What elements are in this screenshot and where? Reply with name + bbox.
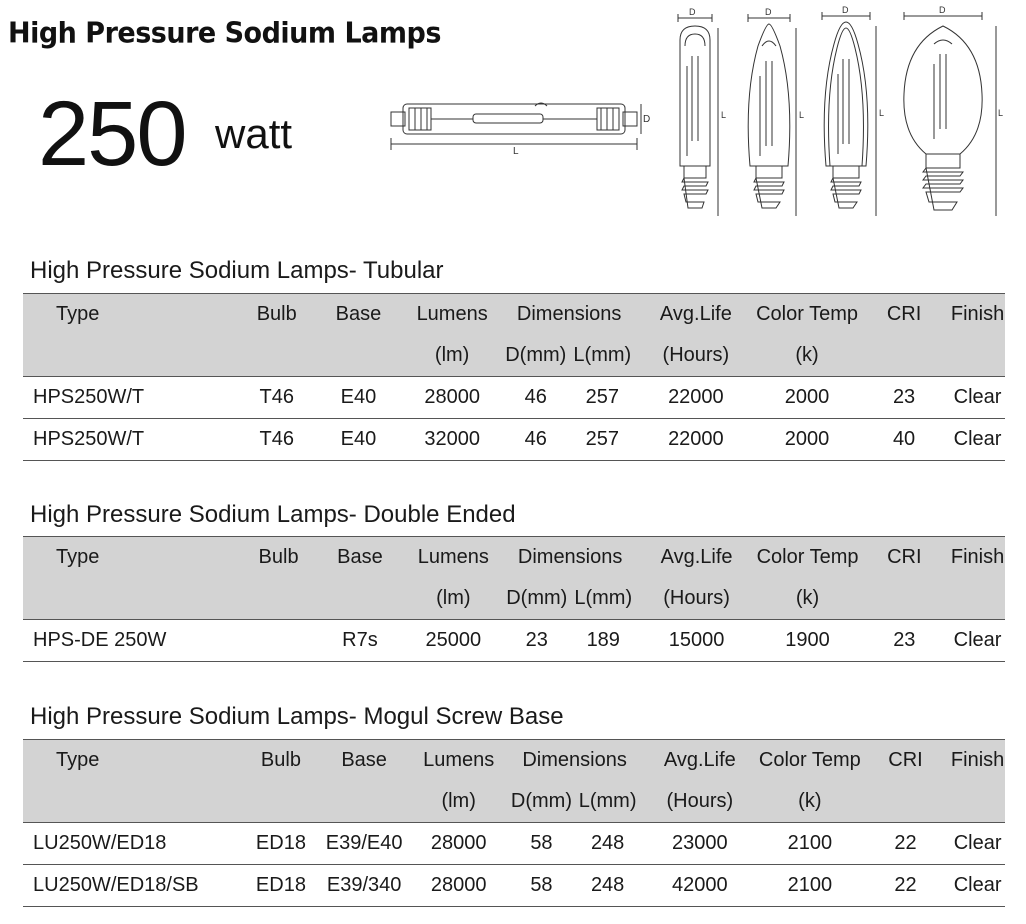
unit-lumens: (lm) xyxy=(403,578,504,620)
cell-color-temp: 2000 xyxy=(784,428,830,450)
cell-finish: Clear xyxy=(953,386,1002,408)
cell-bulb xyxy=(240,620,317,662)
wattage-unit: watt xyxy=(215,110,293,157)
table-unit-row xyxy=(23,781,1005,823)
column-header-base: Base xyxy=(319,740,409,782)
cell-bulb: ED18 xyxy=(255,832,306,854)
dimension-label-d: D xyxy=(842,5,849,15)
dimension-label-d: D xyxy=(643,114,651,125)
column-header-color-temp: Color Temp xyxy=(756,294,858,336)
table-unit-row xyxy=(23,335,1005,377)
ovoid-lamp-diagram xyxy=(740,6,808,218)
table-row xyxy=(23,419,1005,461)
wattage-value: 250 xyxy=(38,83,186,185)
column-header-lumens: Lumens xyxy=(409,740,509,782)
dimension-label-l: L xyxy=(879,108,885,118)
table-header-row xyxy=(23,740,1005,782)
cell-diameter: 58 xyxy=(530,832,553,854)
table-row xyxy=(23,377,1005,419)
spec-table-double-ended xyxy=(23,536,1005,662)
cell-bulb: ED18 xyxy=(255,874,306,896)
table-row xyxy=(23,620,1005,662)
unit-color-temp: (k) xyxy=(756,335,858,377)
table-header-row xyxy=(23,294,1005,336)
cell-color-temp: 2100 xyxy=(787,874,833,896)
section-title-tubular: High Pressure Sodium Lamps- Tubular xyxy=(30,257,444,284)
mogul-ed-lamp-diagram xyxy=(896,4,1008,218)
unit-diameter: D(mm) xyxy=(504,578,570,620)
cell-life: 22000 xyxy=(668,428,724,450)
dimension-label-l: L xyxy=(513,146,519,157)
dimension-label-l: L xyxy=(721,110,727,120)
column-header-type: Type xyxy=(23,740,243,782)
cell-cri: 22 xyxy=(894,874,917,896)
table-row xyxy=(23,823,1005,865)
column-header-base: Base xyxy=(317,537,403,579)
cell-length: 248 xyxy=(590,832,625,854)
cell-lumens: 32000 xyxy=(424,428,480,450)
spec-table-mogul-screw-base xyxy=(23,739,1005,907)
column-header-life: Avg.Life xyxy=(636,294,756,336)
cell-color-temp: 1900 xyxy=(785,629,830,651)
cell-life: 23000 xyxy=(672,832,728,854)
cell-base: E40 xyxy=(340,386,377,408)
unit-length: L(mm) xyxy=(570,578,637,620)
cell-type: HPS-DE 250W xyxy=(33,629,167,651)
cell-life: 42000 xyxy=(672,874,728,896)
unit-diameter: D(mm) xyxy=(508,781,574,823)
column-header-finish: Finish xyxy=(950,740,1005,782)
column-header-dimensions: Dimensions xyxy=(508,740,640,782)
tubular-lamp-diagram xyxy=(668,6,732,218)
column-header-color-temp: Color Temp xyxy=(757,537,859,579)
cell-length: 248 xyxy=(590,874,625,896)
column-header-bulb: Bulb xyxy=(243,740,320,782)
cell-type: LU250W/ED18 xyxy=(33,832,167,854)
cell-lumens: 28000 xyxy=(430,832,487,854)
dimension-label-l: L xyxy=(799,110,805,120)
column-header-type: Type xyxy=(23,294,238,336)
column-header-life: Avg.Life xyxy=(641,740,759,782)
column-header-life: Avg.Life xyxy=(637,537,757,579)
page-title: High Pressure Sodium Lamps xyxy=(8,17,441,50)
section-title-mogul-screw-base: High Pressure Sodium Lamps- Mogul Screw Base xyxy=(30,703,564,730)
dimension-label-d: D xyxy=(689,7,696,17)
cell-color-temp: 2100 xyxy=(787,832,833,854)
unit-color-temp: (k) xyxy=(757,578,859,620)
cell-lumens: 25000 xyxy=(425,629,482,651)
spec-table-tubular xyxy=(23,293,1005,461)
column-header-cri: CRI xyxy=(858,537,950,579)
column-header-lumens: Lumens xyxy=(402,294,503,336)
cell-base: E39/340 xyxy=(326,874,402,896)
column-header-cri: CRI xyxy=(861,740,950,782)
cell-type: HPS250W/T xyxy=(33,386,145,408)
cell-diameter: 58 xyxy=(530,874,553,896)
column-header-base: Base xyxy=(315,294,401,336)
cell-finish: Clear xyxy=(953,874,1002,896)
cell-lumens: 28000 xyxy=(424,386,480,408)
double-ended-lamp-diagram xyxy=(385,92,655,162)
cell-length: 189 xyxy=(586,629,620,651)
column-header-dimensions: Dimensions xyxy=(503,294,636,336)
unit-length: L(mm) xyxy=(574,781,640,823)
cell-life: 15000 xyxy=(668,629,725,651)
section-title-double-ended: High Pressure Sodium Lamps- Double Ended xyxy=(30,501,516,528)
cell-cri: 22 xyxy=(894,832,917,854)
table-row xyxy=(23,865,1005,907)
dimension-label-d: D xyxy=(939,5,946,15)
cell-type: LU250W/ED18/SB xyxy=(33,874,199,896)
table-unit-row xyxy=(23,578,1005,620)
unit-life: (Hours) xyxy=(641,781,759,823)
unit-life: (Hours) xyxy=(636,335,756,377)
column-header-bulb: Bulb xyxy=(238,294,315,336)
cell-lumens: 28000 xyxy=(430,874,487,896)
cell-base: E39/E40 xyxy=(325,832,403,854)
cell-length: 257 xyxy=(585,386,619,408)
dimension-label-d: D xyxy=(765,7,772,17)
table-header-row xyxy=(23,537,1005,579)
unit-lumens: (lm) xyxy=(409,781,509,823)
column-header-type: Type xyxy=(23,537,240,579)
dimension-label-l: L xyxy=(998,108,1004,118)
cell-finish: Clear xyxy=(953,629,1002,651)
cell-finish: Clear xyxy=(953,832,1002,854)
unit-life: (Hours) xyxy=(637,578,757,620)
unit-diameter: D(mm) xyxy=(503,335,569,377)
unit-color-temp: (k) xyxy=(759,781,861,823)
cell-diameter: 23 xyxy=(525,629,548,651)
unit-lumens: (lm) xyxy=(402,335,503,377)
cell-length: 257 xyxy=(585,428,619,450)
cell-bulb: T46 xyxy=(259,428,294,450)
column-header-color-temp: Color Temp xyxy=(759,740,861,782)
cell-cri: 23 xyxy=(892,386,916,408)
cell-base: E40 xyxy=(340,428,377,450)
unit-length: L(mm) xyxy=(569,335,636,377)
cell-finish: Clear xyxy=(953,428,1002,450)
cell-type: HPS250W/T xyxy=(33,428,145,450)
cell-cri: 23 xyxy=(893,629,916,651)
column-header-finish: Finish xyxy=(950,294,1005,336)
column-header-cri: CRI xyxy=(858,294,950,336)
column-header-finish: Finish xyxy=(950,537,1005,579)
column-header-lumens: Lumens xyxy=(403,537,504,579)
cell-bulb: T46 xyxy=(259,386,294,408)
cell-life: 22000 xyxy=(668,386,724,408)
column-header-bulb: Bulb xyxy=(240,537,317,579)
cell-diameter: 46 xyxy=(524,428,547,450)
cell-base: R7s xyxy=(342,629,378,651)
cell-diameter: 46 xyxy=(524,386,547,408)
cell-cri: 40 xyxy=(892,428,916,450)
coated-ovoid-lamp-diagram xyxy=(816,4,888,218)
column-header-dimensions: Dimensions xyxy=(504,537,637,579)
cell-color-temp: 2000 xyxy=(784,386,830,408)
